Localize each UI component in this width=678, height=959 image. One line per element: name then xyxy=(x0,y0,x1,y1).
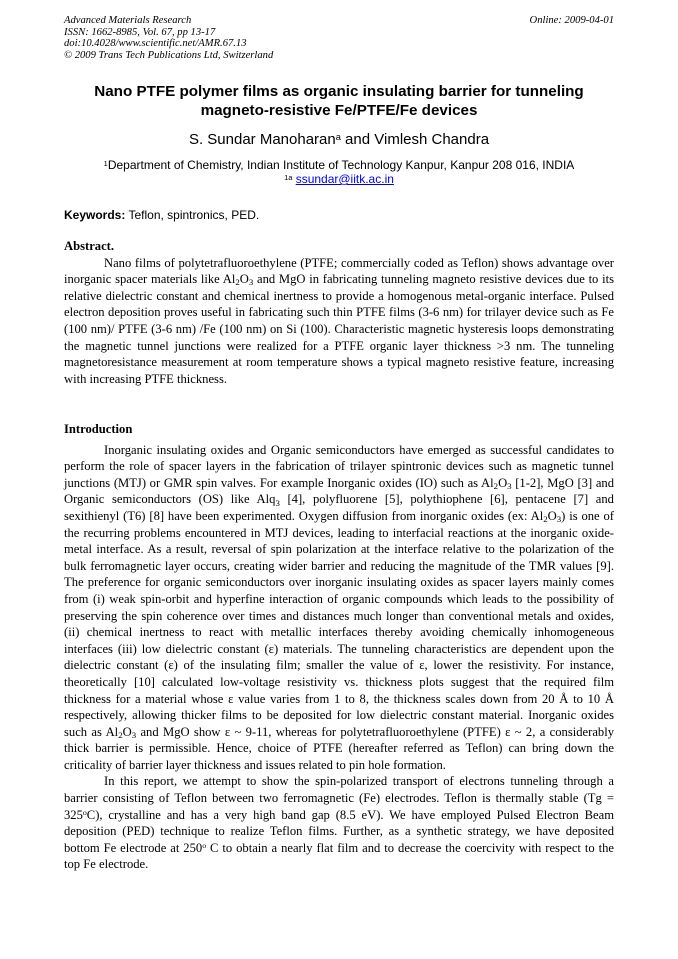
affiliation xyxy=(64,158,614,186)
online-date: Online: 2009-04-01 xyxy=(529,15,614,26)
copyright: © 2009 Trans Tech Publications Ltd, Switzerland xyxy=(64,49,274,61)
author-2: and Vimlesh Chandra xyxy=(340,131,490,148)
email-sup: 1a xyxy=(284,172,293,182)
doi: doi:10.4028/www.scientific.net/AMR.67.13 xyxy=(64,38,247,50)
abstract-section xyxy=(64,238,614,387)
introduction-section xyxy=(64,421,614,873)
introduction-paragraph-2: In this report, we attempt to show the spin-polarized transport of electrons tunneling through a barrier consisting of Teflon between two ferromagnetic (Fe) electrodes. Teflon is thermally stable $(Tg = 325^oC)$, crystalline and has a very high band gap (8.5 eV). We have employed Pulsed Electron Beam deposition (PED) technique to realize Teflon films. Further, as a synthetic strategy, we have deposited bottom Fe electrode at 250$^o$ C to obtain a nearly flat film and to decrease the coercivity with respect to the top Fe electrode. xyxy=(64,774,614,872)
paper-title xyxy=(64,82,614,120)
authors xyxy=(64,131,614,149)
journal-name: Advanced Materials Research xyxy=(64,15,192,26)
title-line-2: magneto-resistive Fe/PTFE/Fe devices xyxy=(200,102,478,119)
abstract-paragraph: Nano films of polytetrafluoroethylene (PTFE; commercially coded as Teflon) shows advantage over inorganic spacer materials like $Al_2O_3$ and MgO in fabricating tunneling magneto resistive devices due to its relative dielectric constant and chemical inertness to provide a homogenous metal-organic interface. Pulsed electron deposition proves useful in fabricating such thin PTFE films (3-6 nm) for trilayer device such as Fe (100 nm)/ PTFE (3-6 nm) /Fe (100 nm) on Si (100). Characteristic magnetic hysteresis loops demonstrating the magnetic tunnel junctions were realized for a PTFE organic layer thickness >3 nm. The tunneling magnetoresistance measurement at room temperature shows a typical magneto resistive feature, increasing with increasing PTFE thickness. xyxy=(64,255,614,386)
introduction-heading: Introduction xyxy=(64,422,133,436)
affiliation-text: Department of Chemistry, Indian Institute of Technology Kanpur, Kanpur 208 016, INDIA xyxy=(107,158,575,172)
affiliation-sup: 1 xyxy=(103,158,108,168)
journal-info xyxy=(64,15,273,61)
author-1-sup: a xyxy=(335,131,341,142)
title-line-1: Nano PTFE polymer films as organic insulating barrier for tunneling xyxy=(94,83,584,100)
keywords-text: Teflon, spintronics, PED. xyxy=(125,208,260,222)
keywords-label: Keywords: xyxy=(64,208,126,222)
email-link[interactable]: ssundar@iitk.ac.in xyxy=(295,172,394,186)
author-1: S. Sundar Manoharan xyxy=(188,131,336,148)
introduction-paragraph-1: Inorganic insulating oxides and Organic semiconductors have emerged as successful candidates to perform the role of spacer layers in the fabrication of trilayer spintronic devices such as magnetic tunnel junctions (MTJ) or GMR spin valves. For example Inorganic oxides (IO) such as $Al_2O_3$ [1-2], MgO [3] and Organic semiconductors (OS) like Alq$_3$ [4], polyfluorene [5], polythiophene [6], pentacene [7] and sexithienyl (T6) [8] have been experimented. Oxygen diffusion from inorganic oxides (ex: $Al_2O_3$) is one of the recurring problems encountered in MTJ devices, leading to interfacial reactions at the inorganic oxide-metal interface. As a result, reversal of spin polarization at the interface relative to the polarization of the bulk ferromagnetic layer occurs, creating wider barrier and reducing the magnitude of the TMR values [9]. The preference for organic semiconductors over inorganic insulating oxides as spacer layers mainly comes from (i) weak spin-orbit and hyperfine interaction of organic compounds which leads to the possibility of preserving the spin coherence over times and distances much longer than conventional metals and oxides, (ii) chemical inertness to react with metallic interfaces thereby avoiding chemically inhomogeneous interfaces (iii) low dielectric constant (ε) materials. The tunneling characteristics are dependent upon the dielectric constant (ε) of the insulating film; smaller the value of ε, lower the resistivity. For instance, theoretically [10] calculated low-voltage resistivity vs. thickness plots suggest that the required film thickness for a material whose ε value varies from 1 to 8, the thickness scales down from 20 Å to 10 Å respectively, allowing thicker films to be deposited for low dielectric constant material. Inorganic oxides such as $Al_2O_3$ and MgO show ε ~ 9-11, whereas for polytetrafluoroethylene (PTFE) ε ~ 2, a considerably thick barrier is permissible. Hence, choice of PTFE (hereafter referred as Teflon) can bring down the criticality of barrier layer thickness and issues related to pin hole formation. xyxy=(64,442,615,772)
issn: ISSN: 1662-8985, Vol. 67, pp 13-17 xyxy=(64,26,216,38)
abstract-heading: Abstract. xyxy=(64,239,115,253)
keywords xyxy=(64,208,614,222)
